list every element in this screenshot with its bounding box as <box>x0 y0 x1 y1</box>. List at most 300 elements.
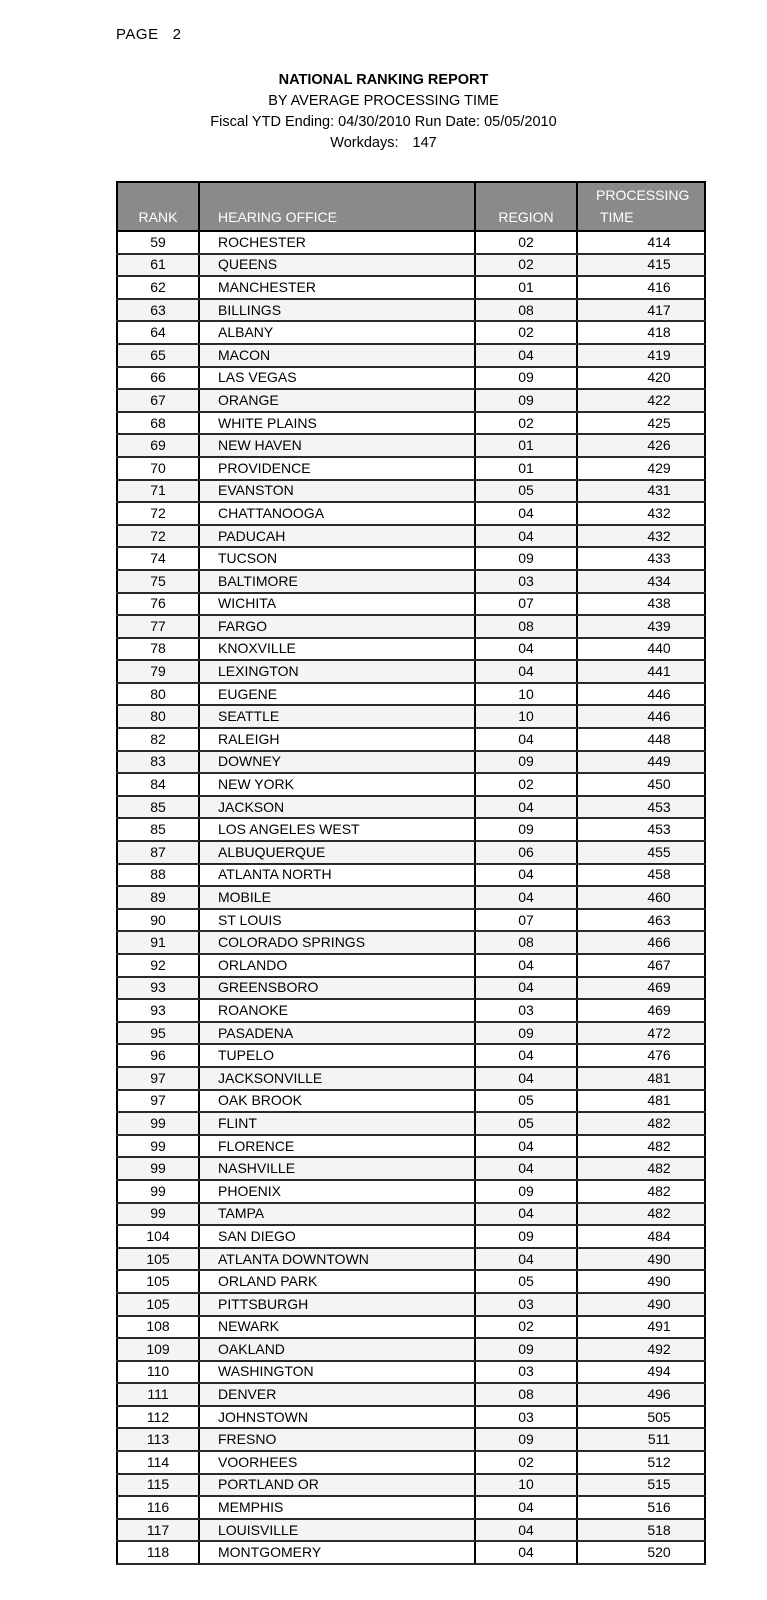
cell-hearing-office: PORTLAND OR <box>199 1474 475 1497</box>
cell-hearing-office: JACKSON <box>199 796 475 819</box>
table-row <box>117 954 705 977</box>
cell-rank: 89 <box>117 886 199 909</box>
cell-processing-time: 415 <box>577 254 705 277</box>
cell-rank: 85 <box>117 796 199 819</box>
cell-processing-time: 463 <box>577 909 705 932</box>
table-row <box>117 593 705 616</box>
cell-processing-time: 472 <box>577 1022 705 1045</box>
cell-processing-time: 426 <box>577 434 705 457</box>
cell-hearing-office: JOHNSTOWN <box>199 1406 475 1429</box>
cell-region: 04 <box>475 1541 577 1564</box>
cell-hearing-office: BALTIMORE <box>199 570 475 593</box>
cell-region: 04 <box>475 638 577 661</box>
cell-hearing-office: JACKSONVILLE <box>199 1067 475 1090</box>
cell-processing-time: 420 <box>577 367 705 390</box>
cell-hearing-office: KNOXVILLE <box>199 638 475 661</box>
table-row <box>117 751 705 774</box>
table-row <box>117 1541 705 1564</box>
cell-region: 08 <box>475 299 577 322</box>
cell-hearing-office: WICHITA <box>199 593 475 616</box>
cell-rank: 78 <box>117 638 199 661</box>
cell-processing-time: 419 <box>577 344 705 367</box>
cell-processing-time: 439 <box>577 615 705 638</box>
cell-hearing-office: ST LOUIS <box>199 909 475 932</box>
fiscal-date: 04/30/2010 <box>338 114 411 130</box>
cell-rank: 61 <box>117 254 199 277</box>
cell-processing-time: 417 <box>577 299 705 322</box>
cell-hearing-office: FARGO <box>199 615 475 638</box>
cell-rank: 110 <box>117 1361 199 1384</box>
cell-processing-time: 416 <box>577 276 705 299</box>
cell-region: 05 <box>475 1112 577 1135</box>
table-row <box>117 864 705 887</box>
table-row <box>117 1451 705 1474</box>
cell-rank: 80 <box>117 683 199 706</box>
cell-rank: 80 <box>117 705 199 728</box>
cell-processing-time: 484 <box>577 1225 705 1248</box>
page-number <box>116 26 181 43</box>
cell-region: 02 <box>475 1316 577 1339</box>
cell-rank: 72 <box>117 525 199 548</box>
cell-region: 04 <box>475 886 577 909</box>
cell-rank: 59 <box>117 231 199 254</box>
report-workdays <box>0 133 767 154</box>
column-header-rank: RANK <box>117 182 199 231</box>
cell-region: 01 <box>475 457 577 480</box>
cell-region: 09 <box>475 367 577 390</box>
cell-rank: 92 <box>117 954 199 977</box>
cell-rank: 70 <box>117 457 199 480</box>
cell-rank: 66 <box>117 367 199 390</box>
cell-region: 07 <box>475 593 577 616</box>
cell-processing-time: 431 <box>577 480 705 503</box>
cell-hearing-office: ATLANTA DOWNTOWN <box>199 1248 475 1271</box>
cell-hearing-office: TAMPA <box>199 1203 475 1226</box>
cell-region: 02 <box>475 773 577 796</box>
cell-processing-time: 482 <box>577 1157 705 1180</box>
cell-processing-time: 418 <box>577 321 705 344</box>
cell-hearing-office: EUGENE <box>199 683 475 706</box>
cell-hearing-office: ROANOKE <box>199 999 475 1022</box>
table-row <box>117 231 705 254</box>
cell-hearing-office: OAK BROOK <box>199 1090 475 1113</box>
cell-rank: 85 <box>117 818 199 841</box>
cell-region: 10 <box>475 705 577 728</box>
report-header <box>0 70 767 154</box>
cell-region: 06 <box>475 841 577 864</box>
cell-processing-time: 496 <box>577 1383 705 1406</box>
cell-processing-time: 476 <box>577 1044 705 1067</box>
cell-rank: 104 <box>117 1225 199 1248</box>
workdays-label: Workdays: <box>330 135 399 151</box>
cell-region: 09 <box>475 1225 577 1248</box>
cell-processing-time: 505 <box>577 1406 705 1429</box>
cell-hearing-office: TUPELO <box>199 1044 475 1067</box>
cell-hearing-office: QUEENS <box>199 254 475 277</box>
cell-rank: 117 <box>117 1519 199 1542</box>
column-header-time-line2: TIME <box>600 209 634 225</box>
cell-processing-time: 518 <box>577 1519 705 1542</box>
cell-region: 09 <box>475 818 577 841</box>
table-row <box>117 1248 705 1271</box>
table-row <box>117 412 705 435</box>
report-subtitle: BY AVERAGE PROCESSING TIME <box>268 93 499 109</box>
column-header-processing-time <box>577 182 705 231</box>
cell-hearing-office: LOUISVILLE <box>199 1519 475 1542</box>
table-row <box>117 367 705 390</box>
cell-hearing-office: GREENSBORO <box>199 977 475 1000</box>
table-row <box>117 683 705 706</box>
cell-region: 03 <box>475 1293 577 1316</box>
cell-hearing-office: MANCHESTER <box>199 276 475 299</box>
run-date: 05/05/2010 <box>484 114 557 130</box>
cell-rank: 90 <box>117 909 199 932</box>
cell-region: 10 <box>475 1474 577 1497</box>
table-row <box>117 705 705 728</box>
cell-processing-time: 494 <box>577 1361 705 1384</box>
cell-region: 04 <box>475 728 577 751</box>
cell-rank: 84 <box>117 773 199 796</box>
cell-rank: 99 <box>117 1112 199 1135</box>
cell-rank: 76 <box>117 593 199 616</box>
cell-hearing-office: MONTGOMERY <box>199 1541 475 1564</box>
cell-rank: 118 <box>117 1541 199 1564</box>
cell-hearing-office: PADUCAH <box>199 525 475 548</box>
cell-region: 03 <box>475 1406 577 1429</box>
table-row <box>117 480 705 503</box>
cell-processing-time: 520 <box>577 1541 705 1564</box>
cell-processing-time: 511 <box>577 1428 705 1451</box>
cell-region: 04 <box>475 1203 577 1226</box>
table-row <box>117 1428 705 1451</box>
cell-rank: 72 <box>117 502 199 525</box>
cell-hearing-office: BILLINGS <box>199 299 475 322</box>
cell-processing-time: 482 <box>577 1112 705 1135</box>
cell-hearing-office: ROCHESTER <box>199 231 475 254</box>
cell-hearing-office: NEW HAVEN <box>199 434 475 457</box>
cell-hearing-office: FRESNO <box>199 1428 475 1451</box>
cell-hearing-office: FLINT <box>199 1112 475 1135</box>
cell-processing-time: 455 <box>577 841 705 864</box>
cell-rank: 93 <box>117 999 199 1022</box>
cell-processing-time: 481 <box>577 1090 705 1113</box>
cell-processing-time: 490 <box>577 1293 705 1316</box>
cell-rank: 114 <box>117 1451 199 1474</box>
cell-region: 03 <box>475 1361 577 1384</box>
cell-rank: 82 <box>117 728 199 751</box>
cell-region: 04 <box>475 977 577 1000</box>
table-header-row <box>117 182 705 231</box>
cell-processing-time: 446 <box>577 683 705 706</box>
cell-hearing-office: PROVIDENCE <box>199 457 475 480</box>
table-row <box>117 1383 705 1406</box>
cell-rank: 99 <box>117 1157 199 1180</box>
cell-processing-time: 449 <box>577 751 705 774</box>
table-row <box>117 525 705 548</box>
cell-rank: 75 <box>117 570 199 593</box>
cell-processing-time: 490 <box>577 1248 705 1271</box>
cell-processing-time: 414 <box>577 231 705 254</box>
cell-processing-time: 512 <box>577 1451 705 1474</box>
cell-hearing-office: LEXINGTON <box>199 660 475 683</box>
table-row <box>117 570 705 593</box>
cell-processing-time: 453 <box>577 818 705 841</box>
table-row <box>117 434 705 457</box>
cell-hearing-office: WHITE PLAINS <box>199 412 475 435</box>
cell-processing-time: 460 <box>577 886 705 909</box>
cell-region: 04 <box>475 864 577 887</box>
cell-processing-time: 466 <box>577 931 705 954</box>
cell-hearing-office: CHATTANOOGA <box>199 502 475 525</box>
cell-region: 04 <box>475 1248 577 1271</box>
cell-region: 09 <box>475 1180 577 1203</box>
cell-region: 04 <box>475 502 577 525</box>
cell-processing-time: 492 <box>577 1338 705 1361</box>
cell-rank: 62 <box>117 276 199 299</box>
table-row <box>117 909 705 932</box>
cell-hearing-office: ORANGE <box>199 389 475 412</box>
cell-hearing-office: TUCSON <box>199 547 475 570</box>
cell-processing-time: 469 <box>577 977 705 1000</box>
cell-processing-time: 481 <box>577 1067 705 1090</box>
table-row <box>117 1090 705 1113</box>
table-row <box>117 638 705 661</box>
cell-rank: 105 <box>117 1293 199 1316</box>
table-row <box>117 321 705 344</box>
cell-processing-time: 440 <box>577 638 705 661</box>
cell-region: 02 <box>475 321 577 344</box>
cell-region: 02 <box>475 254 577 277</box>
cell-processing-time: 438 <box>577 593 705 616</box>
cell-processing-time: 422 <box>577 389 705 412</box>
cell-rank: 93 <box>117 977 199 1000</box>
cell-processing-time: 429 <box>577 457 705 480</box>
cell-rank: 105 <box>117 1270 199 1293</box>
cell-hearing-office: VOORHEES <box>199 1451 475 1474</box>
column-header-region: REGION <box>475 182 577 231</box>
cell-region: 07 <box>475 909 577 932</box>
cell-processing-time: 469 <box>577 999 705 1022</box>
cell-rank: 65 <box>117 344 199 367</box>
table-row <box>117 1180 705 1203</box>
cell-rank: 99 <box>117 1203 199 1226</box>
cell-rank: 74 <box>117 547 199 570</box>
cell-processing-time: 458 <box>577 864 705 887</box>
cell-hearing-office: COLORADO SPRINGS <box>199 931 475 954</box>
table-row <box>117 1157 705 1180</box>
table-row <box>117 931 705 954</box>
cell-processing-time: 490 <box>577 1270 705 1293</box>
table-row <box>117 299 705 322</box>
cell-processing-time: 434 <box>577 570 705 593</box>
cell-region: 01 <box>475 434 577 457</box>
column-header-office: HEARING OFFICE <box>199 182 475 231</box>
cell-rank: 71 <box>117 480 199 503</box>
table-row <box>117 1112 705 1135</box>
cell-region: 02 <box>475 412 577 435</box>
table-row <box>117 389 705 412</box>
cell-rank: 77 <box>117 615 199 638</box>
cell-hearing-office: FLORENCE <box>199 1135 475 1158</box>
cell-hearing-office: PASADENA <box>199 1022 475 1045</box>
cell-hearing-office: ALBUQUERQUE <box>199 841 475 864</box>
cell-rank: 112 <box>117 1406 199 1429</box>
cell-region: 04 <box>475 1135 577 1158</box>
cell-rank: 67 <box>117 389 199 412</box>
cell-hearing-office: LAS VEGAS <box>199 367 475 390</box>
table-row <box>117 1474 705 1497</box>
cell-rank: 64 <box>117 321 199 344</box>
table-row <box>117 841 705 864</box>
table-row <box>117 1293 705 1316</box>
table-row <box>117 818 705 841</box>
table-row <box>117 728 705 751</box>
cell-rank: 91 <box>117 931 199 954</box>
cell-processing-time: 491 <box>577 1316 705 1339</box>
cell-region: 03 <box>475 999 577 1022</box>
cell-hearing-office: PITTSBURGH <box>199 1293 475 1316</box>
table-row <box>117 344 705 367</box>
table-row <box>117 1044 705 1067</box>
cell-region: 09 <box>475 1428 577 1451</box>
report-title: NATIONAL RANKING REPORT <box>278 72 489 88</box>
workdays-value: 147 <box>412 135 437 151</box>
table-row <box>117 1496 705 1519</box>
cell-region: 02 <box>475 231 577 254</box>
cell-rank: 95 <box>117 1022 199 1045</box>
page-label: PAGE <box>116 26 159 43</box>
cell-hearing-office: MACON <box>199 344 475 367</box>
table-body <box>117 231 705 1564</box>
cell-processing-time: 482 <box>577 1180 705 1203</box>
table-row <box>117 1203 705 1226</box>
cell-rank: 111 <box>117 1383 199 1406</box>
cell-region: 09 <box>475 751 577 774</box>
cell-rank: 115 <box>117 1474 199 1497</box>
table-row <box>117 977 705 1000</box>
ranking-table <box>116 181 706 1565</box>
table-row <box>117 773 705 796</box>
cell-region: 04 <box>475 1157 577 1180</box>
table-row <box>117 796 705 819</box>
cell-hearing-office: NEWARK <box>199 1316 475 1339</box>
table-row <box>117 457 705 480</box>
cell-hearing-office: NEW YORK <box>199 773 475 796</box>
cell-region: 04 <box>475 1519 577 1542</box>
report-dates <box>0 112 767 133</box>
table-row <box>117 1135 705 1158</box>
cell-hearing-office: SEATTLE <box>199 705 475 728</box>
cell-rank: 105 <box>117 1248 199 1271</box>
table-row <box>117 1406 705 1429</box>
cell-rank: 97 <box>117 1090 199 1113</box>
cell-hearing-office: NASHVILLE <box>199 1157 475 1180</box>
cell-hearing-office: ATLANTA NORTH <box>199 864 475 887</box>
run-label: Run Date: <box>414 114 481 130</box>
cell-region: 09 <box>475 1338 577 1361</box>
cell-processing-time: 425 <box>577 412 705 435</box>
cell-rank: 88 <box>117 864 199 887</box>
table-row <box>117 1270 705 1293</box>
cell-region: 04 <box>475 344 577 367</box>
cell-hearing-office: PHOENIX <box>199 1180 475 1203</box>
cell-region: 08 <box>475 615 577 638</box>
table-row <box>117 615 705 638</box>
cell-rank: 68 <box>117 412 199 435</box>
cell-hearing-office: SAN DIEGO <box>199 1225 475 1248</box>
table-row <box>117 276 705 299</box>
cell-processing-time: 482 <box>577 1135 705 1158</box>
cell-hearing-office: ORLANDO <box>199 954 475 977</box>
cell-region: 04 <box>475 1067 577 1090</box>
cell-region: 04 <box>475 660 577 683</box>
cell-region: 04 <box>475 1044 577 1067</box>
cell-region: 10 <box>475 683 577 706</box>
cell-hearing-office: ALBANY <box>199 321 475 344</box>
cell-region: 04 <box>475 796 577 819</box>
cell-region: 08 <box>475 931 577 954</box>
cell-region: 04 <box>475 1496 577 1519</box>
cell-processing-time: 453 <box>577 796 705 819</box>
cell-hearing-office: ORLAND PARK <box>199 1270 475 1293</box>
table-row <box>117 660 705 683</box>
cell-hearing-office: OAKLAND <box>199 1338 475 1361</box>
table-row <box>117 1067 705 1090</box>
cell-region: 09 <box>475 389 577 412</box>
table-row <box>117 1225 705 1248</box>
table-row <box>117 1361 705 1384</box>
cell-hearing-office: RALEIGH <box>199 728 475 751</box>
cell-region: 08 <box>475 1383 577 1406</box>
cell-hearing-office: DOWNEY <box>199 751 475 774</box>
cell-processing-time: 516 <box>577 1496 705 1519</box>
cell-region: 04 <box>475 525 577 548</box>
table-row <box>117 547 705 570</box>
cell-rank: 108 <box>117 1316 199 1339</box>
cell-region: 05 <box>475 1270 577 1293</box>
cell-processing-time: 441 <box>577 660 705 683</box>
cell-region: 01 <box>475 276 577 299</box>
cell-processing-time: 450 <box>577 773 705 796</box>
cell-rank: 96 <box>117 1044 199 1067</box>
cell-rank: 113 <box>117 1428 199 1451</box>
cell-region: 05 <box>475 1090 577 1113</box>
cell-region: 02 <box>475 1451 577 1474</box>
table-row <box>117 1519 705 1542</box>
cell-rank: 63 <box>117 299 199 322</box>
cell-processing-time: 433 <box>577 547 705 570</box>
cell-rank: 87 <box>117 841 199 864</box>
cell-hearing-office: LOS ANGELES WEST <box>199 818 475 841</box>
page-number-value: 2 <box>172 26 182 43</box>
cell-processing-time: 515 <box>577 1474 705 1497</box>
cell-rank: 116 <box>117 1496 199 1519</box>
cell-rank: 99 <box>117 1135 199 1158</box>
table-row <box>117 1338 705 1361</box>
cell-processing-time: 446 <box>577 705 705 728</box>
cell-region: 09 <box>475 1022 577 1045</box>
table-row <box>117 999 705 1022</box>
cell-processing-time: 448 <box>577 728 705 751</box>
fiscal-label: Fiscal YTD Ending: <box>210 114 335 130</box>
cell-rank: 99 <box>117 1180 199 1203</box>
cell-rank: 69 <box>117 434 199 457</box>
table-row <box>117 254 705 277</box>
cell-region: 04 <box>475 954 577 977</box>
cell-region: 09 <box>475 547 577 570</box>
cell-hearing-office: MOBILE <box>199 886 475 909</box>
cell-rank: 83 <box>117 751 199 774</box>
